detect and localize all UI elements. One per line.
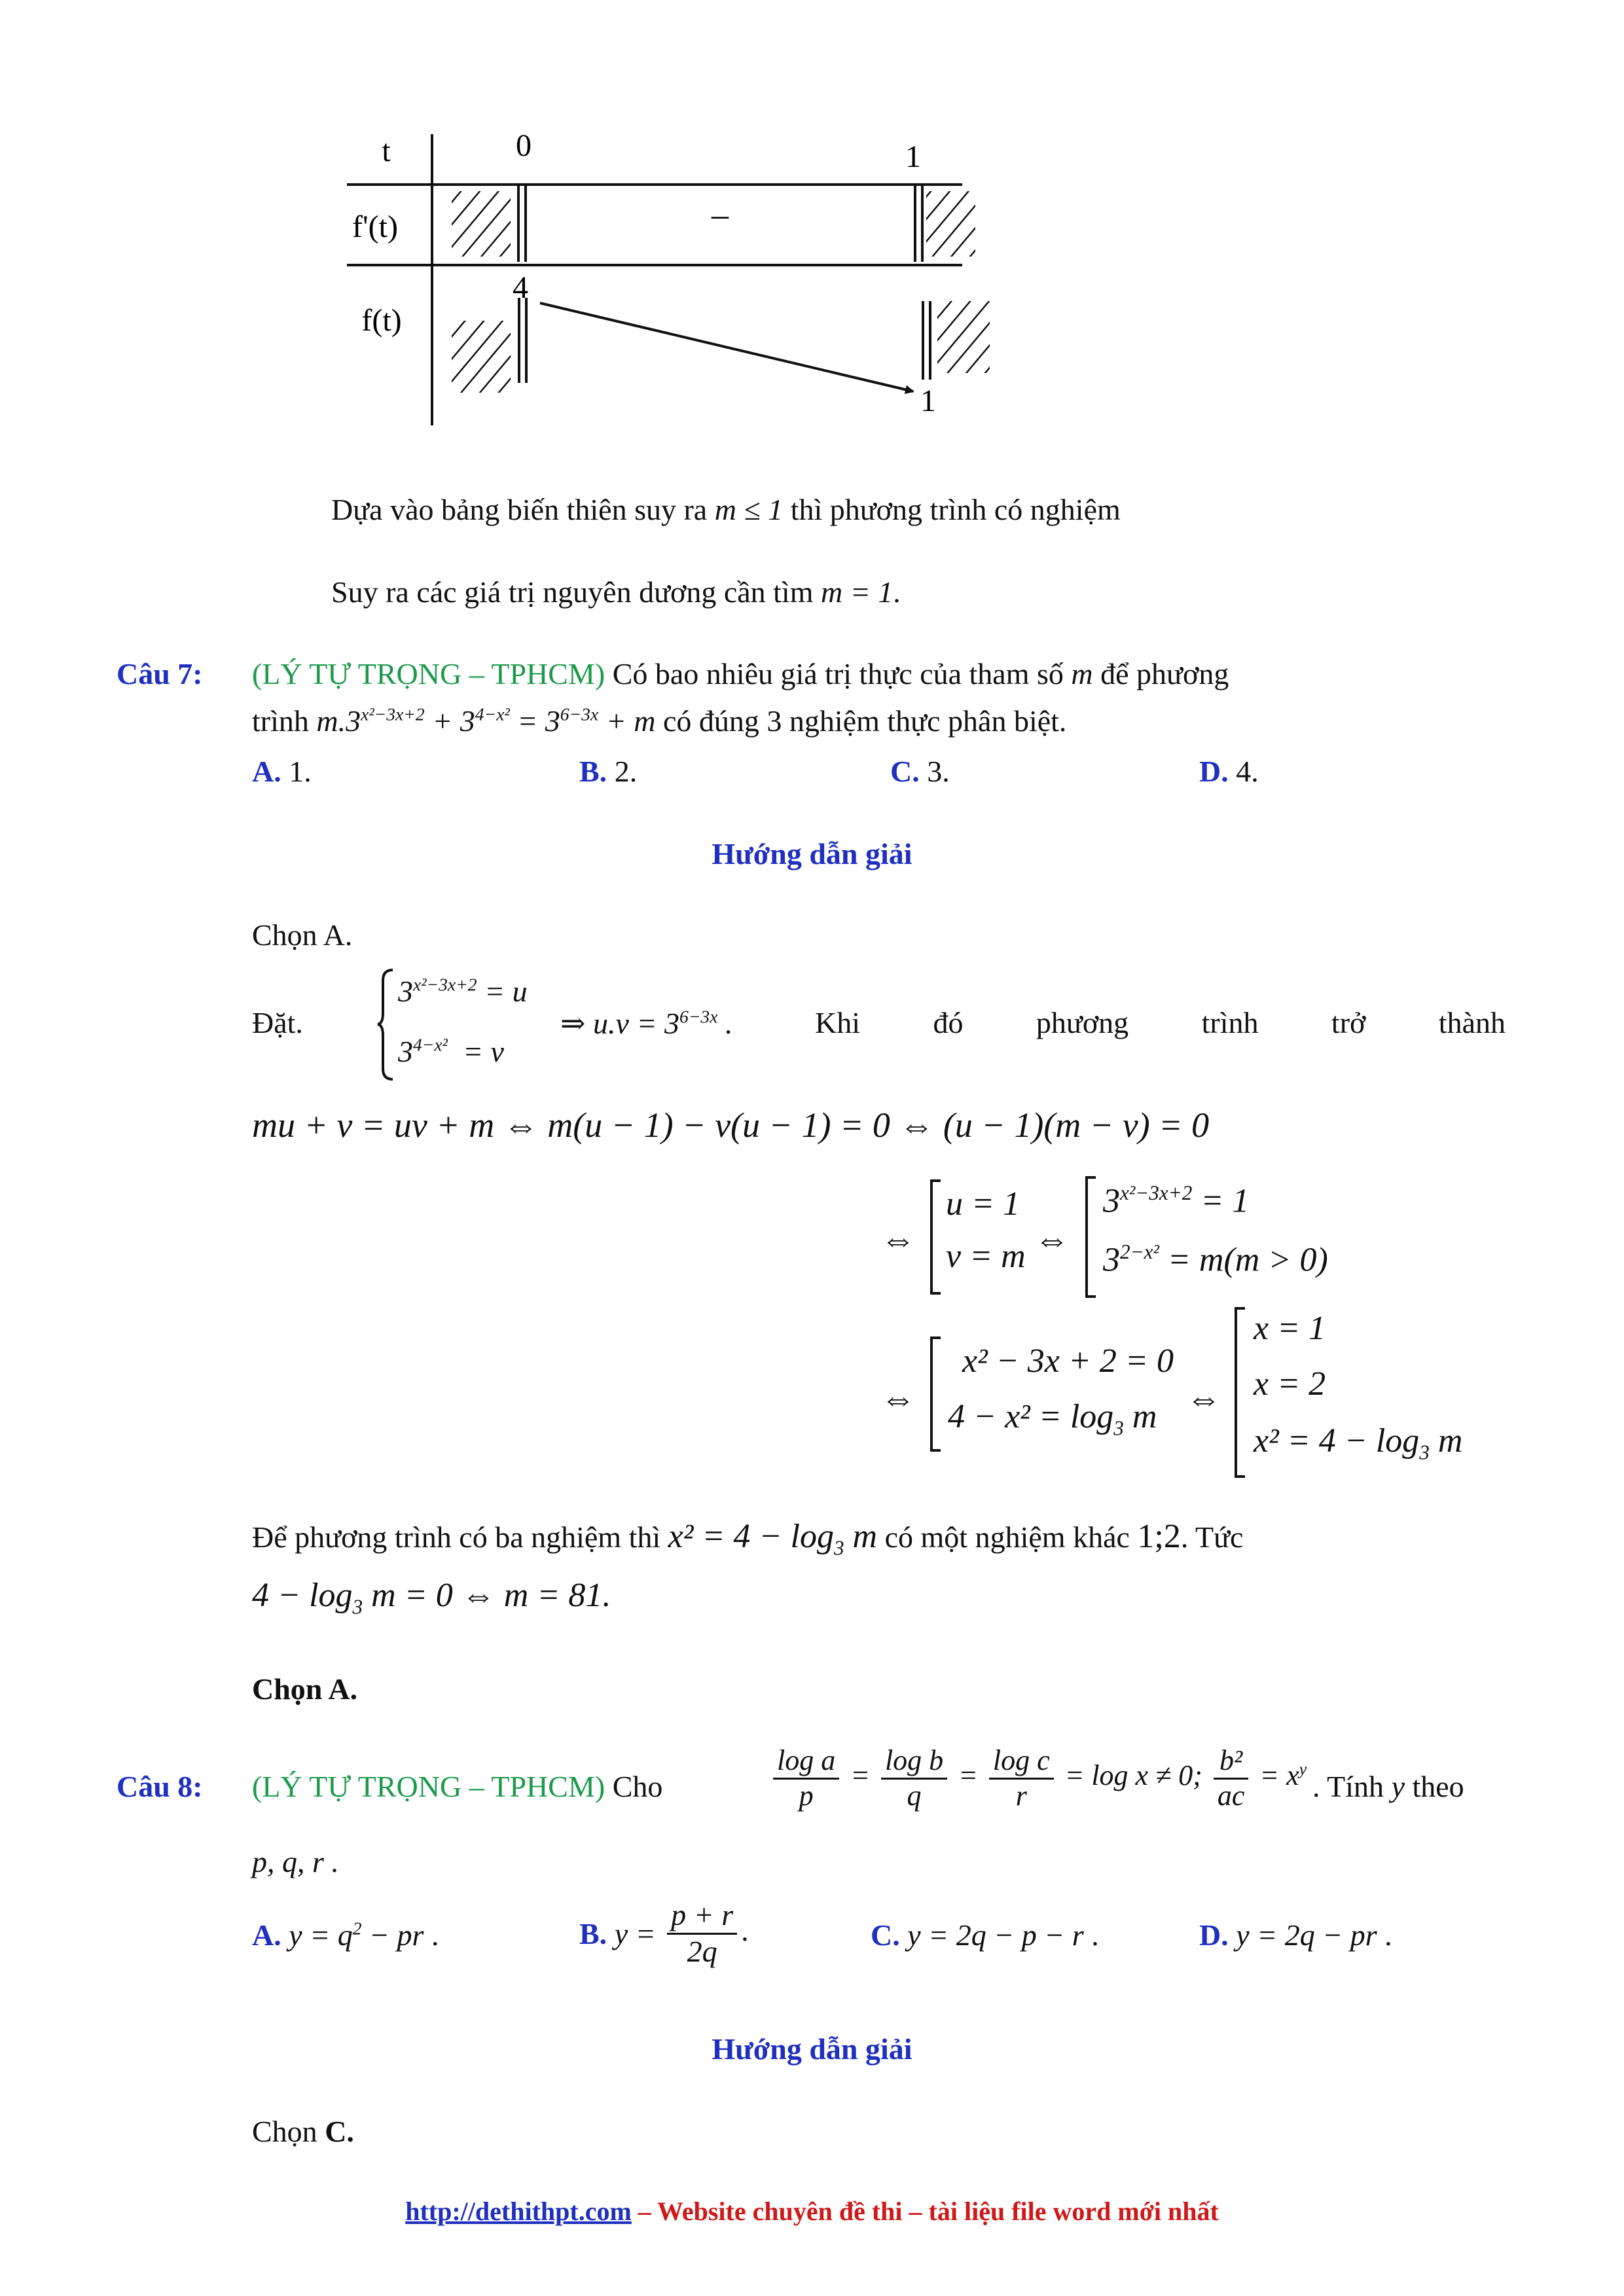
left-bracket-icon	[926, 1178, 943, 1296]
f-end: 1	[920, 384, 936, 418]
q7-stem-line2: trình $m.3^{x^2-3x+2} + 3^{4-x^2} = 3^{6-3x} + m$ có đúng 3 nghiệm thực phân biệt.	[252, 704, 1067, 738]
conclusion-text-1b: thì phương trình có nghiệm	[790, 493, 1121, 526]
q8-option-c[interactable]: C. y = 2q − p − r .	[871, 1918, 1099, 1952]
conclusion-text-2a: Suy ra các giá trị nguyên dương cần tìm	[331, 575, 814, 609]
q8-option-b[interactable]: B. y = $\frac{p + r}{2q}$ .	[579, 1898, 749, 1968]
header-t: t	[382, 134, 391, 168]
conclusion-text-1a: Dựa vào bảng biến thiên suy ra	[331, 493, 708, 526]
q7-option-b[interactable]: B. 2.	[579, 755, 638, 788]
header-ft-prime: f'(t)	[352, 209, 398, 244]
q7-system-eq1: $3^{x^2-3x+2} = u$	[398, 974, 528, 1008]
q8-source: (LÝ TỰ TRỌNG – TPHCM)	[252, 1770, 605, 1803]
variation-table	[0, 0, 1624, 471]
q8-guide-title: Hướng dẫn giải	[712, 2032, 912, 2066]
q7-quadratic: x² − 3x + 2 = 0	[962, 1342, 1174, 1380]
q7-dat: Đặt.	[252, 1006, 303, 1039]
hatch-left-bottom	[452, 321, 511, 393]
q7-final-choose: Chọn A.	[252, 1672, 358, 1706]
q7-condition-line: Để phương trình có ba nghiệm thì $x^2 = 4 - \log_3 m$ có một nghiệm khác 1;2. Tức	[252, 1518, 1244, 1560]
q7-product: ⇒ $u.v = 3^{6-3x}$ .	[560, 1006, 733, 1040]
q8-stem-tail: . Tính y theo	[1312, 1770, 1464, 1803]
q8-choose: Chọn C.	[252, 2115, 354, 2148]
left-bracket-icon	[1231, 1306, 1248, 1479]
q7-label: Câu 7:	[117, 657, 203, 691]
q8-label: Câu 8:	[117, 1770, 203, 1803]
q7-khi-do: Khi đó phương trình trở thành	[815, 1006, 1506, 1039]
q7-root-3: $x^2 = 4 - \log_3 m$	[1254, 1422, 1463, 1464]
left-brace-icon	[376, 967, 396, 1082]
q7-choose: Chọn A.	[252, 918, 353, 952]
left-bracket-icon	[1081, 1175, 1098, 1299]
footer-text: – Website chuyên đề thi – tài liệu file word mới nhất	[631, 2197, 1219, 2226]
q7-case-v: v = m	[946, 1238, 1026, 1275]
hatch-right-bottom	[937, 301, 990, 373]
conclusion-line-1	[331, 492, 1121, 527]
q7-equation: $m.3^{x^2-3x+2} + 3^{4-x^2} = 3^{6-3x} + m$	[316, 704, 656, 738]
t-start: 0	[516, 128, 532, 163]
q8-option-d[interactable]: D. y = 2q − pr .	[1199, 1918, 1392, 1952]
q8-vars: p, q, r .	[252, 1845, 339, 1878]
q7-option-a[interactable]: A. 1.	[252, 755, 312, 788]
conclusion-math-1: m ≤ 1	[714, 493, 784, 526]
q7-transform-line: mu + v = uv + m ⇔ m(u − 1) − v(u − 1) = 0 ⇔ (u − 1)(m − v) = 0	[252, 1105, 1210, 1145]
derivative-sign: –	[712, 196, 729, 234]
q7-option-d[interactable]: D. 4.	[1199, 755, 1259, 788]
f-start: 4	[513, 270, 528, 305]
conclusion-line-2: Suy ra các giá trị nguyên dương cần tìm m = 1.	[331, 575, 901, 609]
q8-stem-line1: (LÝ TỰ TRỌNG – TPHCM) Cho	[252, 1770, 663, 1803]
footer	[0, 2196, 1624, 2227]
hatch-right-top	[926, 191, 975, 257]
q7-root-1: x = 1	[1254, 1310, 1326, 1347]
q8-option-a[interactable]: A. $y = q^2$ − pr .	[252, 1918, 439, 1952]
q7-case-u: u = 1	[946, 1185, 1020, 1223]
q7-log-eq: $4 - x^2 = \log_3 m$	[948, 1398, 1157, 1440]
q7-final-eq: $4 - \log_3 m = 0$ ⇔ m = 81.	[252, 1577, 611, 1619]
q7-case-exp2: $3^{2-x^2} = m(m > 0)$	[1103, 1240, 1328, 1279]
hatch-left-top	[452, 191, 511, 257]
q7-source: (LÝ TỰ TRỌNG – TPHCM)	[252, 657, 605, 691]
q7-option-c[interactable]: C. 3.	[890, 755, 950, 788]
q7-root-2: x = 2	[1254, 1365, 1326, 1403]
decreasing-arrow	[540, 303, 913, 391]
header-ft: f(t)	[361, 303, 402, 338]
left-bracket-icon	[926, 1335, 943, 1453]
t-end: 1	[905, 139, 921, 174]
footer-link[interactable]: http://dethithpt.com	[405, 2197, 632, 2226]
q8-given-equation: $\frac{\text{log a}}{p}$ = $\frac{\text{log b}}{q}$ = $\frac{\text{log c}}{r}$ = log x ≠ 0; $\frac{\text{b²}}{ac}$ = $x^y$	[769, 1744, 1307, 1812]
q7-stem-line1: (LÝ TỰ TRỌNG – TPHCM) Có bao nhiêu giá trị thực của tham số m để phương	[252, 657, 1229, 691]
conclusion-math-2: m = 1	[821, 575, 893, 609]
q7-guide-title: Hướng dẫn giải	[712, 837, 912, 870]
q7-case-exp1: $3^{x^2-3x+2} = 1$	[1103, 1181, 1250, 1220]
q7-system-eq2: $3^{4-x^2} = v$	[398, 1034, 504, 1068]
